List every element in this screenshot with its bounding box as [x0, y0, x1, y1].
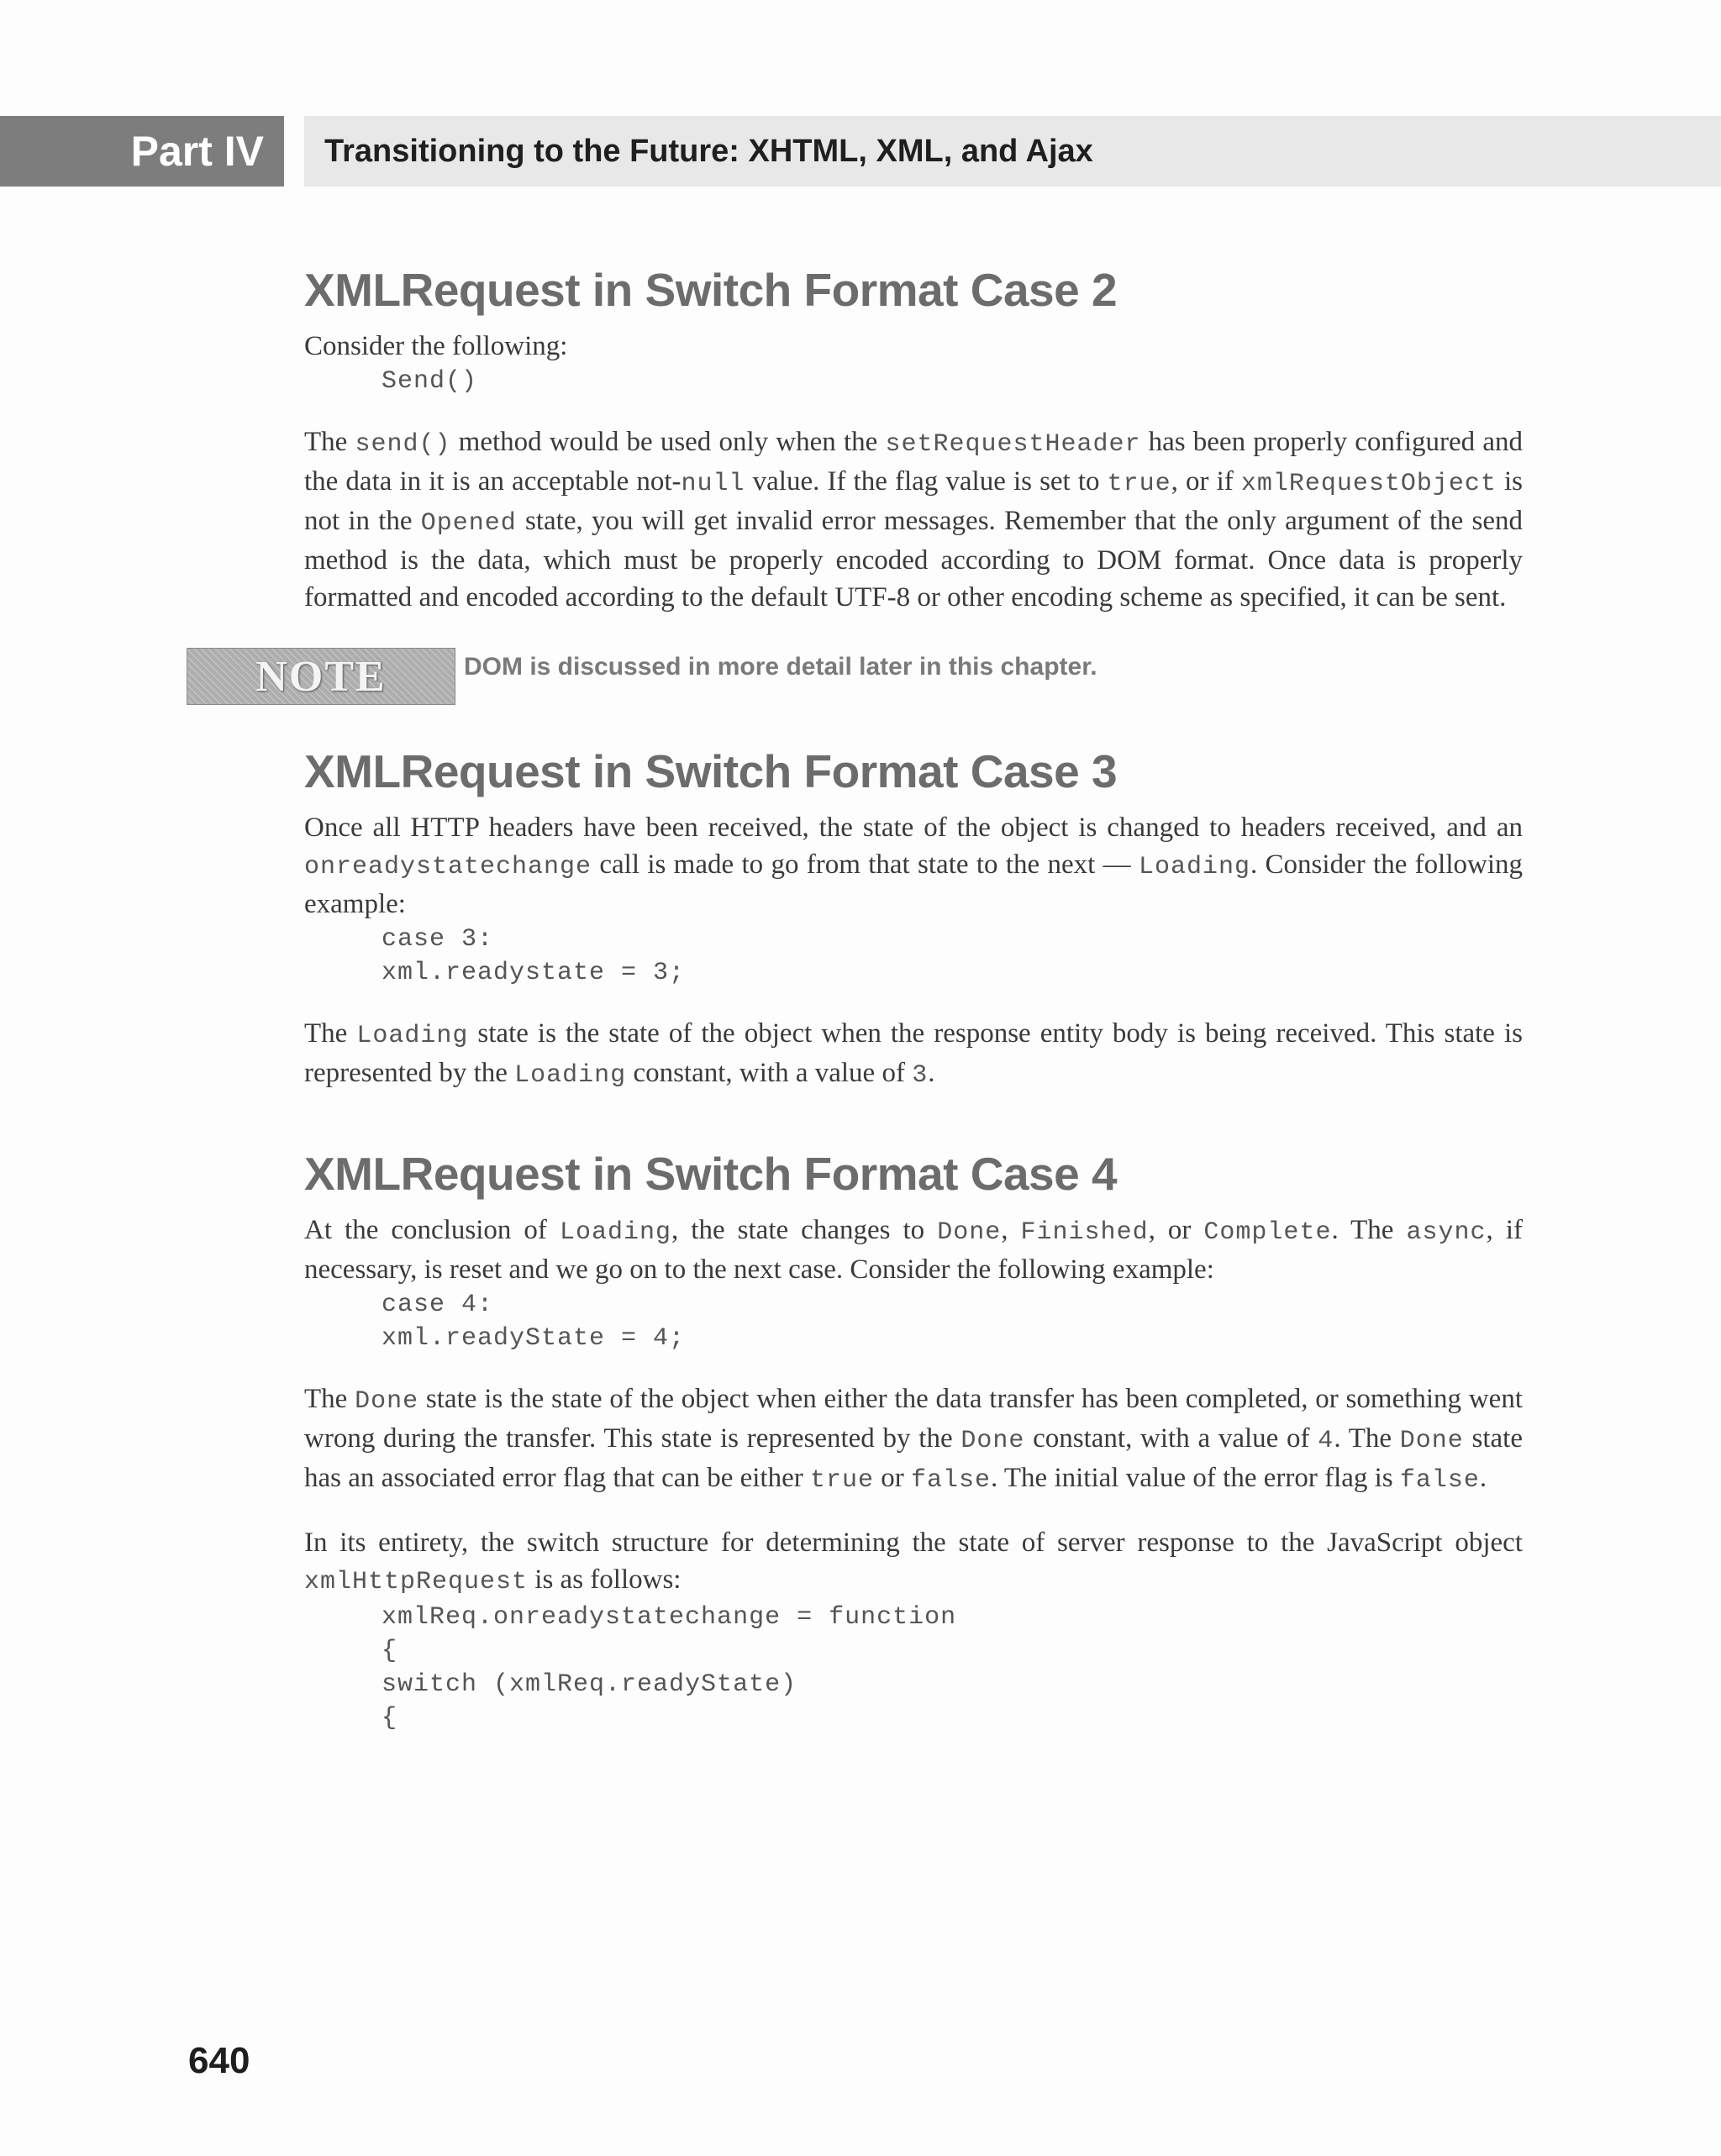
section-heading-case-4: XMLRequest in Switch Format Case 4 [304, 1148, 1118, 1200]
note-badge [187, 648, 455, 705]
section3-paragraph-2: The Loading state is the state of the object when the response entity body is being received. This state is represented by the Loading constant, with a value of 3. [304, 1018, 1523, 1090]
note-callout [187, 648, 1523, 705]
code-block-case-3: case 3: xml.readystate = 3; [382, 925, 686, 987]
page-content [255, 260, 1524, 1735]
section2-intro: Consider the following: [304, 331, 568, 361]
section-heading-case-2: XMLRequest in Switch Format Case 2 [304, 264, 1118, 316]
code-block-switch: xmlReq.onreadystatechange = function { switch (xmlReq.readyState) { [382, 1603, 957, 1733]
section4-paragraph-2: The Done state is the state of the object when either the data transfer has been completed, or something went wrong during the transfer. This state is represented by the Done constant, with a value of 4. The Done state has an associated error flag that can be either true or false. The initial value of the error flag is false. [304, 1384, 1523, 1495]
section-heading-case-3: XMLRequest in Switch Format Case 3 [304, 745, 1118, 797]
note-badge-label: NOTE [255, 652, 387, 701]
part-label: Part IV [0, 116, 284, 187]
code-block-case-4: case 4: xml.readyState = 4; [382, 1291, 686, 1353]
page-number: 640 [188, 2040, 250, 2081]
section4-paragraph-1: At the conclusion of Loading, the state changes to Done, Finished, or Complete. The async, if necessary, is reset and we go on to the next case. Consider the following example: [304, 1215, 1523, 1285]
code-block-send: Send() [382, 367, 478, 396]
section3-paragraph-1: Once all HTTP headers have been received, the state of the object is changed to headers received, and an onreadystatechange call is made to go from that state to the next — Loading. Consider the following example: [304, 812, 1523, 919]
note-text: DOM is discussed in more detail later in this chapter. [464, 653, 1097, 681]
section2-paragraph: The send() method would be used only when the setRequestHeader has been properly configured and the data in it is an acceptable not-null value. If the flag value is set to true, or if xmlRequestObject is not in the Opened state, you will get invalid error messages. Remember that the only argument of the send method is the data, which must be properly encoded according to DOM format. Once data is properly formatted and encoded according to the default UTF-8 or other encoding scheme as specified, it can be sent. [304, 427, 1524, 613]
section4-paragraph-3: In its entirety, the switch structure for determining the state of server response to the JavaScript object xmlHttpRequest is as follows: [304, 1528, 1523, 1596]
chapter-title: Transitioning to the Future: XHTML, XML, and Ajax [304, 116, 1721, 187]
